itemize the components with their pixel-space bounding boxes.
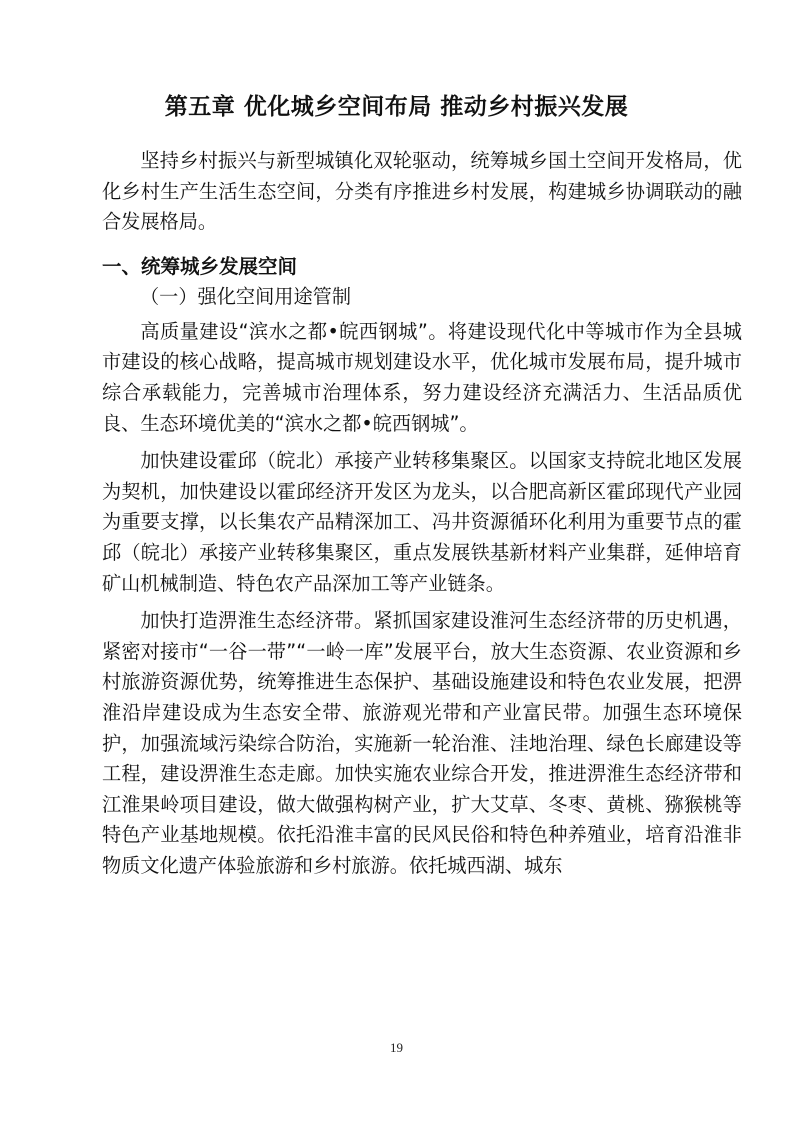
intro-paragraph: 坚持乡村振兴与新型城镇化双轮驱动，统筹城乡国土空间开发格局，优化乡村生产生活生态空间，分类有序推进乡村发展，构建城乡协调联动的融合发展格局。 [102,149,742,234]
subsection-heading: （一）强化空间用途管制 [140,284,352,308]
body-paragraph: 加快打造淠淮生态经济带。紧抓国家建设淮河生态经济带的历史机遇，紧密对接市“一谷一带”“一岭一库”发展平台，放大生态资源、农业资源和乡村旅游资源优势，统筹推进生态保护、基础设施建设和特色农业发展，把淠淮沿岸建设成为生态安全带、旅游观光带和产业富民带。加强生态环境保护，加强流域污染综合防治，实施新一轮治淮、洼地治理、绿色长廊建设等工程，建设淠淮生态走廊。加快实施农业综合开发，推进淠淮生态经济带和江淮果岭项目建设，做大做强构树产业，扩大艾草、冬枣、黄桃、猕猴桃等特色产业基地规模。依托沿淮丰富的民风民俗和特色种养殖业，培育沿淮非物质文化遗产体验旅游和乡村旅游。依托城西湖、城东 [102,609,742,877]
page-number: 19 [390,1040,403,1055]
document-body [102,146,742,888]
chapter-title: 第五章 优化城乡空间布局 推动乡村振兴发展 [164,94,629,120]
section-heading: 一、统筹城乡发展空间 [102,254,298,278]
body-paragraph: 加快建设霍邱（皖北）承接产业转移集聚区。以国家支持皖北地区发展为契机，加快建设以霍邱经济开发区为龙头，以合肥高新区霍邱现代产业园为重要支撑，以长集农产品精深加工、冯井资源循环化利用为重要节点的霍邱（皖北）承接产业转移集聚区，重点发展铁基新材料产业集群，延伸培育矿山机械制造、特色农产品深加工等产业链条。 [102,449,742,595]
body-paragraph: 高质量建设“滨水之都•皖西钢城”。将建设现代化中等城市作为全县城市建设的核心战略，提高城市规划建设水平，优化城市发展布局，提升城市综合承载能力，完善城市治理体系，努力建设经济充满活力、生活品质优良、生态环境优美的“滨水之都•皖西钢城”。 [102,319,742,435]
